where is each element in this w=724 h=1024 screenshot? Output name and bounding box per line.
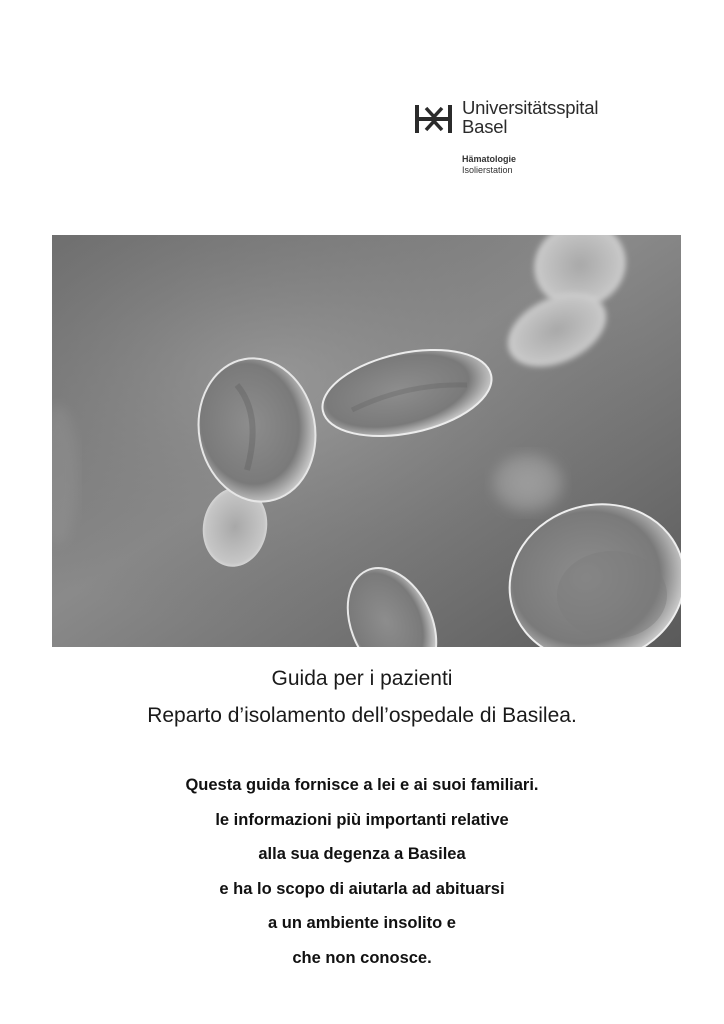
hospital-logo	[412, 98, 632, 178]
intro-text	[0, 768, 724, 975]
document-title: Guida per i pazienti	[271, 667, 453, 690]
intro-line-1: Questa guida fornisce a lei e ai suoi familiari.	[185, 776, 539, 794]
logo-name-line2: Basel	[462, 116, 508, 137]
intro-line-2: le informazioni più importanti relative	[215, 810, 509, 829]
intro-line-4: e ha lo scopo di aiutarla ad abituarsi	[219, 879, 505, 898]
hero-image	[52, 235, 681, 647]
document-subtitle: Reparto d’isolamento dell’ospedale di Basilea.	[147, 704, 577, 727]
intro-line-3: alla sua degenza a Basilea	[258, 845, 466, 863]
logo-wordmark	[462, 98, 598, 136]
logo-mark-icon	[412, 102, 456, 136]
department-block	[462, 154, 516, 176]
logo-name-line1: Universitätsspital	[462, 97, 599, 118]
intro-line-6: che non conosce.	[292, 948, 432, 967]
blood-cells-image	[52, 235, 681, 647]
intro-line-5: a un ambiente insolito e	[268, 914, 456, 932]
department-name: Hämatologie	[462, 154, 517, 164]
station-name: Isolierstation	[462, 165, 513, 175]
